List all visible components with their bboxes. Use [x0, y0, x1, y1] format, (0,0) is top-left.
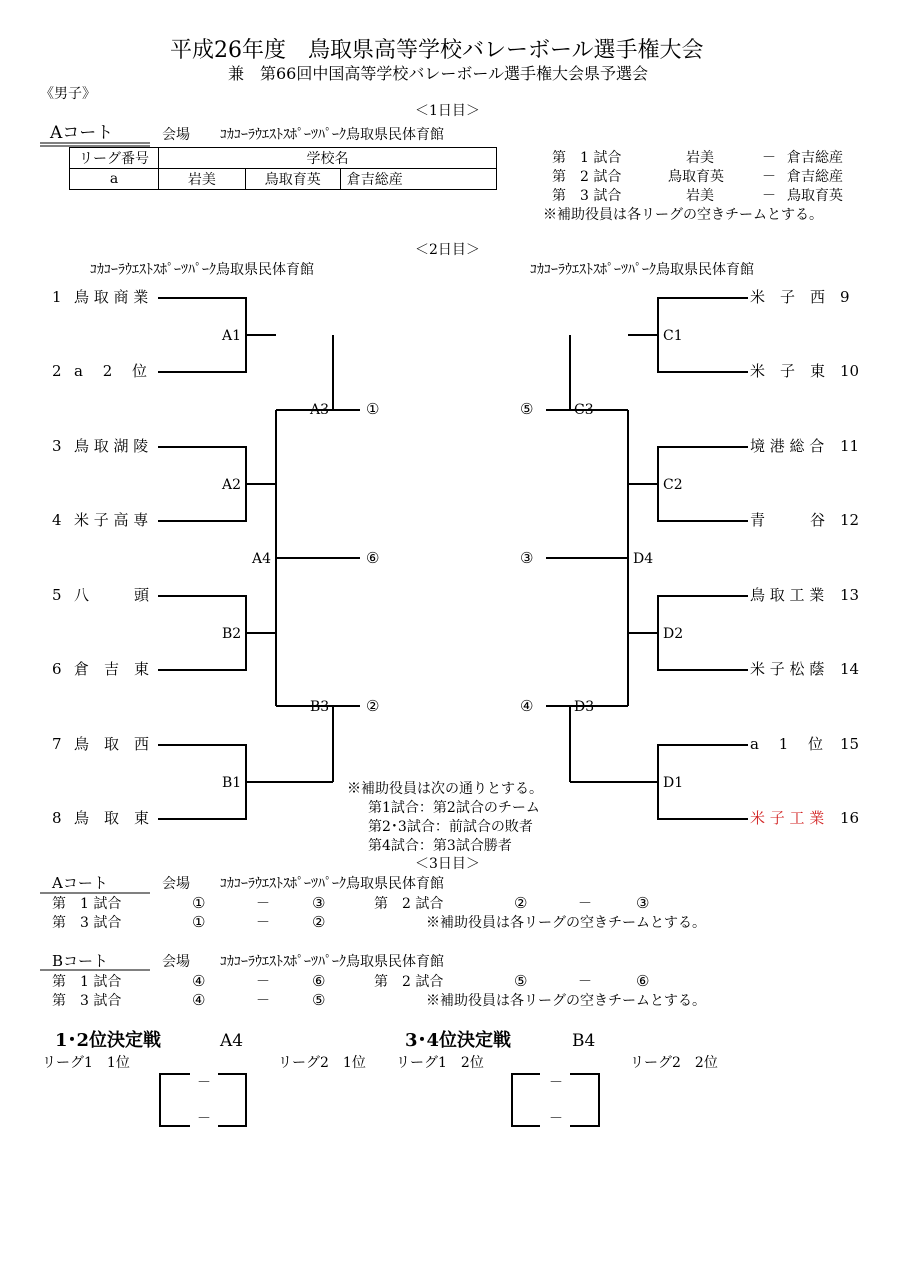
- outcome-a3: ①: [366, 400, 380, 418]
- final-right-seed: リーグ2 2位: [630, 1055, 718, 1071]
- final-code: A4: [220, 1031, 244, 1051]
- match-vs: －: [256, 974, 270, 990]
- match-vs: －: [256, 896, 270, 912]
- day2-venue-left: ｺｶｺｰﾗｳｴｽﾄｽﾎﾟｰﾂﾊﾟｰｸ鳥取県民体育館: [90, 262, 314, 278]
- match-team2: ⑥: [636, 972, 650, 990]
- match-label-a4: A4: [252, 551, 272, 567]
- match-label: 第 1 試合: [52, 896, 122, 912]
- match-label-d2: D2: [663, 626, 684, 642]
- final-dash: －: [197, 1075, 211, 1091]
- match-team2: 鳥取育英: [787, 188, 843, 204]
- team-name: 境 港 総 合: [750, 437, 825, 455]
- team-number: 12: [840, 511, 860, 529]
- team-name: 米 子 松 蔭: [750, 660, 825, 678]
- day2-note-title: ※補助役員は次の通りとする。: [347, 781, 543, 797]
- bracket-d1: [570, 745, 748, 819]
- final-dash: －: [549, 1111, 563, 1127]
- school-cell: 岩美: [159, 169, 246, 190]
- match-team2: ②: [312, 913, 326, 931]
- match-label-b3: B3: [310, 699, 330, 715]
- final1-bracket-left: [160, 1074, 190, 1126]
- match-label-c2: C2: [663, 477, 683, 493]
- match-vs: －: [578, 896, 592, 912]
- match-label-a2: A2: [222, 477, 242, 493]
- venue-label: 会場: [162, 876, 190, 892]
- team-name: 米 子 高 専: [74, 511, 149, 529]
- day2-note-line: 第2･3試合：前試合の敗者: [368, 819, 533, 835]
- match-team1: ①: [192, 894, 206, 912]
- match-team1: ④: [192, 991, 206, 1009]
- bracket-b2: [158, 596, 276, 670]
- team-number: 8: [52, 809, 62, 827]
- match-label-d4: D4: [633, 551, 654, 567]
- team-name: 鳥 取 湖 陵: [74, 437, 149, 455]
- final2-bracket-right: [570, 1074, 599, 1126]
- division-label: 《男子》: [40, 86, 96, 102]
- match-label-a1: A1: [222, 328, 242, 344]
- match-label-c1: C1: [663, 328, 683, 344]
- match-team1: ⑤: [514, 972, 528, 990]
- bracket-c2: [628, 447, 748, 521]
- court-label: Aコート: [52, 874, 108, 892]
- team-number: 7: [52, 735, 62, 753]
- day3-label: ＜3日目＞: [415, 856, 480, 872]
- school-cell: 鳥取育英: [245, 169, 340, 190]
- match-vs: －: [256, 993, 270, 1009]
- final-left-seed: リーグ1 2位: [396, 1055, 484, 1071]
- final1-bracket-right: [218, 1074, 246, 1126]
- bracket-a4: [276, 410, 360, 706]
- final-title: 3･4位決定戦: [405, 1030, 512, 1051]
- match-vs: －: [762, 169, 776, 185]
- team-name: 鳥 取 工 業: [750, 586, 825, 604]
- team-name-highlight: 米 子 工 業: [750, 809, 825, 827]
- team-number: 1: [52, 288, 62, 306]
- match-label: 第 2 試合: [374, 896, 444, 912]
- day1-label: ＜1日目＞: [415, 103, 480, 119]
- team-number: 4: [52, 511, 62, 529]
- match-vs: －: [256, 915, 270, 931]
- day1-venue: ｺｶｺｰﾗｳｴｽﾄｽﾎﾟｰﾂﾊﾟｰｸ鳥取県民体育館: [220, 127, 444, 143]
- match-team1: 鳥取育英: [668, 169, 724, 185]
- match-vs: －: [762, 188, 776, 204]
- final-code: B4: [572, 1031, 596, 1051]
- venue-label: 会場: [162, 954, 190, 970]
- day3-b-note: ※補助役員は各リーグの空きチームとする。: [426, 993, 706, 1009]
- day2-venue-right: ｺｶｺｰﾗｳｴｽﾄｽﾎﾟｰﾂﾊﾟｰｸ鳥取県民体育館: [530, 262, 754, 278]
- team-number: 9: [840, 288, 850, 306]
- match-label: 第 1 試合: [52, 974, 122, 990]
- team-name: 倉 吉 東: [74, 660, 150, 678]
- outcome-d4: ③: [520, 549, 534, 567]
- day1-venue-label: 会場: [162, 127, 190, 143]
- match-label-d3: D3: [574, 699, 595, 715]
- league-id: a: [70, 169, 159, 190]
- outcome-b3: ②: [366, 697, 380, 715]
- match-team2: ⑤: [312, 991, 326, 1009]
- day2-label: ＜2日目＞: [415, 242, 480, 258]
- match-team1: ①: [192, 913, 206, 931]
- team-number: 10: [840, 362, 860, 380]
- final-dash: －: [197, 1111, 211, 1127]
- venue: ｺｶｺｰﾗｳｴｽﾄｽﾎﾟｰﾂﾊﾟｰｸ鳥取県民体育館: [220, 876, 444, 892]
- outcome-c3: ⑤: [520, 400, 534, 418]
- match-label: 第 3 試合: [52, 915, 122, 931]
- match-team1: ②: [514, 894, 528, 912]
- match-label-b2: B2: [222, 626, 242, 642]
- team-number: 15: [840, 735, 860, 753]
- match-label: 第 3 試合: [552, 188, 622, 204]
- match-label: 第 2 試合: [552, 169, 622, 185]
- venue: ｺｶｺｰﾗｳｴｽﾄｽﾎﾟｰﾂﾊﾟｰｸ鳥取県民体育館: [220, 954, 444, 970]
- day1-court: Aコート: [50, 123, 114, 143]
- final-right-seed: リーグ2 1位: [278, 1055, 366, 1071]
- team-number: 13: [840, 586, 860, 604]
- team-number: 5: [52, 586, 62, 604]
- bracket-a2: [158, 447, 276, 521]
- team-name: 米 子 西: [750, 288, 826, 306]
- match-team1: 岩美: [686, 188, 714, 204]
- team-name: 米 子 東: [750, 362, 826, 380]
- final2-bracket-left: [512, 1074, 540, 1126]
- bracket-d2: [628, 596, 748, 670]
- match-team1: 岩美: [686, 150, 714, 166]
- team-name: 青 谷: [750, 511, 826, 529]
- match-team2: 倉吉総産: [787, 169, 843, 185]
- match-label: 第 2 試合: [374, 974, 444, 990]
- bracket-b1: [158, 745, 333, 819]
- match-label: 第 3 試合: [52, 993, 122, 1009]
- match-vs: －: [762, 150, 776, 166]
- page-title: 平成26年度 鳥取県高等学校バレーボール選手権大会: [170, 38, 704, 63]
- day2-note-line: 第1試合：第2試合のチーム: [368, 800, 540, 816]
- team-number: 3: [52, 437, 62, 455]
- match-label-c3: C3: [574, 402, 594, 418]
- team-number: 6: [52, 660, 62, 678]
- match-label-a3: A3: [310, 402, 330, 418]
- team-name: 鳥 取 西: [74, 735, 150, 753]
- final-left-seed: リーグ1 1位: [42, 1055, 130, 1071]
- team-name: 八 頭: [74, 586, 150, 604]
- team-name: 鳥 取 東: [74, 809, 150, 827]
- match-label-b1: B1: [222, 775, 242, 791]
- day1-court-underline: [40, 143, 150, 146]
- team-number: 2: [52, 362, 62, 380]
- day2-note-line: 第4試合：第3試合勝者: [368, 838, 512, 854]
- match-vs: －: [578, 974, 592, 990]
- team-number: 11: [840, 437, 860, 455]
- bracket-c1: [628, 298, 748, 372]
- bracket-a1: [158, 298, 276, 372]
- court-label: Bコート: [52, 952, 109, 970]
- team-number: 14: [840, 660, 860, 678]
- final-title: 1･2位決定戦: [55, 1030, 162, 1051]
- match-team2: ③: [312, 894, 326, 912]
- team-name: 鳥 取 商 業: [74, 288, 149, 306]
- day1-note: ※補助役員は各リーグの空きチームとする。: [543, 207, 823, 223]
- team-number: 16: [840, 809, 860, 827]
- final-dash: －: [549, 1075, 563, 1091]
- match-label-d1: D1: [663, 775, 684, 791]
- bracket-d4: [546, 410, 628, 706]
- day3-a-note: ※補助役員は各リーグの空きチームとする。: [426, 915, 706, 931]
- team-name: a 2 位: [74, 362, 148, 380]
- col-league: リーグ番号: [70, 148, 159, 169]
- match-label: 第 1 試合: [552, 150, 622, 166]
- team-name: a 1 位: [750, 735, 824, 753]
- outcome-d3: ④: [520, 697, 534, 715]
- page-subtitle: 兼 第66回中国高等学校バレーボール選手権大会県予選会: [228, 64, 649, 83]
- outcome-a4: ⑥: [366, 549, 380, 567]
- col-school: 学校名: [159, 148, 497, 169]
- school-cell: 倉吉総産: [340, 169, 496, 190]
- match-team2: 倉吉総産: [787, 150, 843, 166]
- match-team2: ⑥: [312, 972, 326, 990]
- match-team2: ③: [636, 894, 650, 912]
- match-team1: ④: [192, 972, 206, 990]
